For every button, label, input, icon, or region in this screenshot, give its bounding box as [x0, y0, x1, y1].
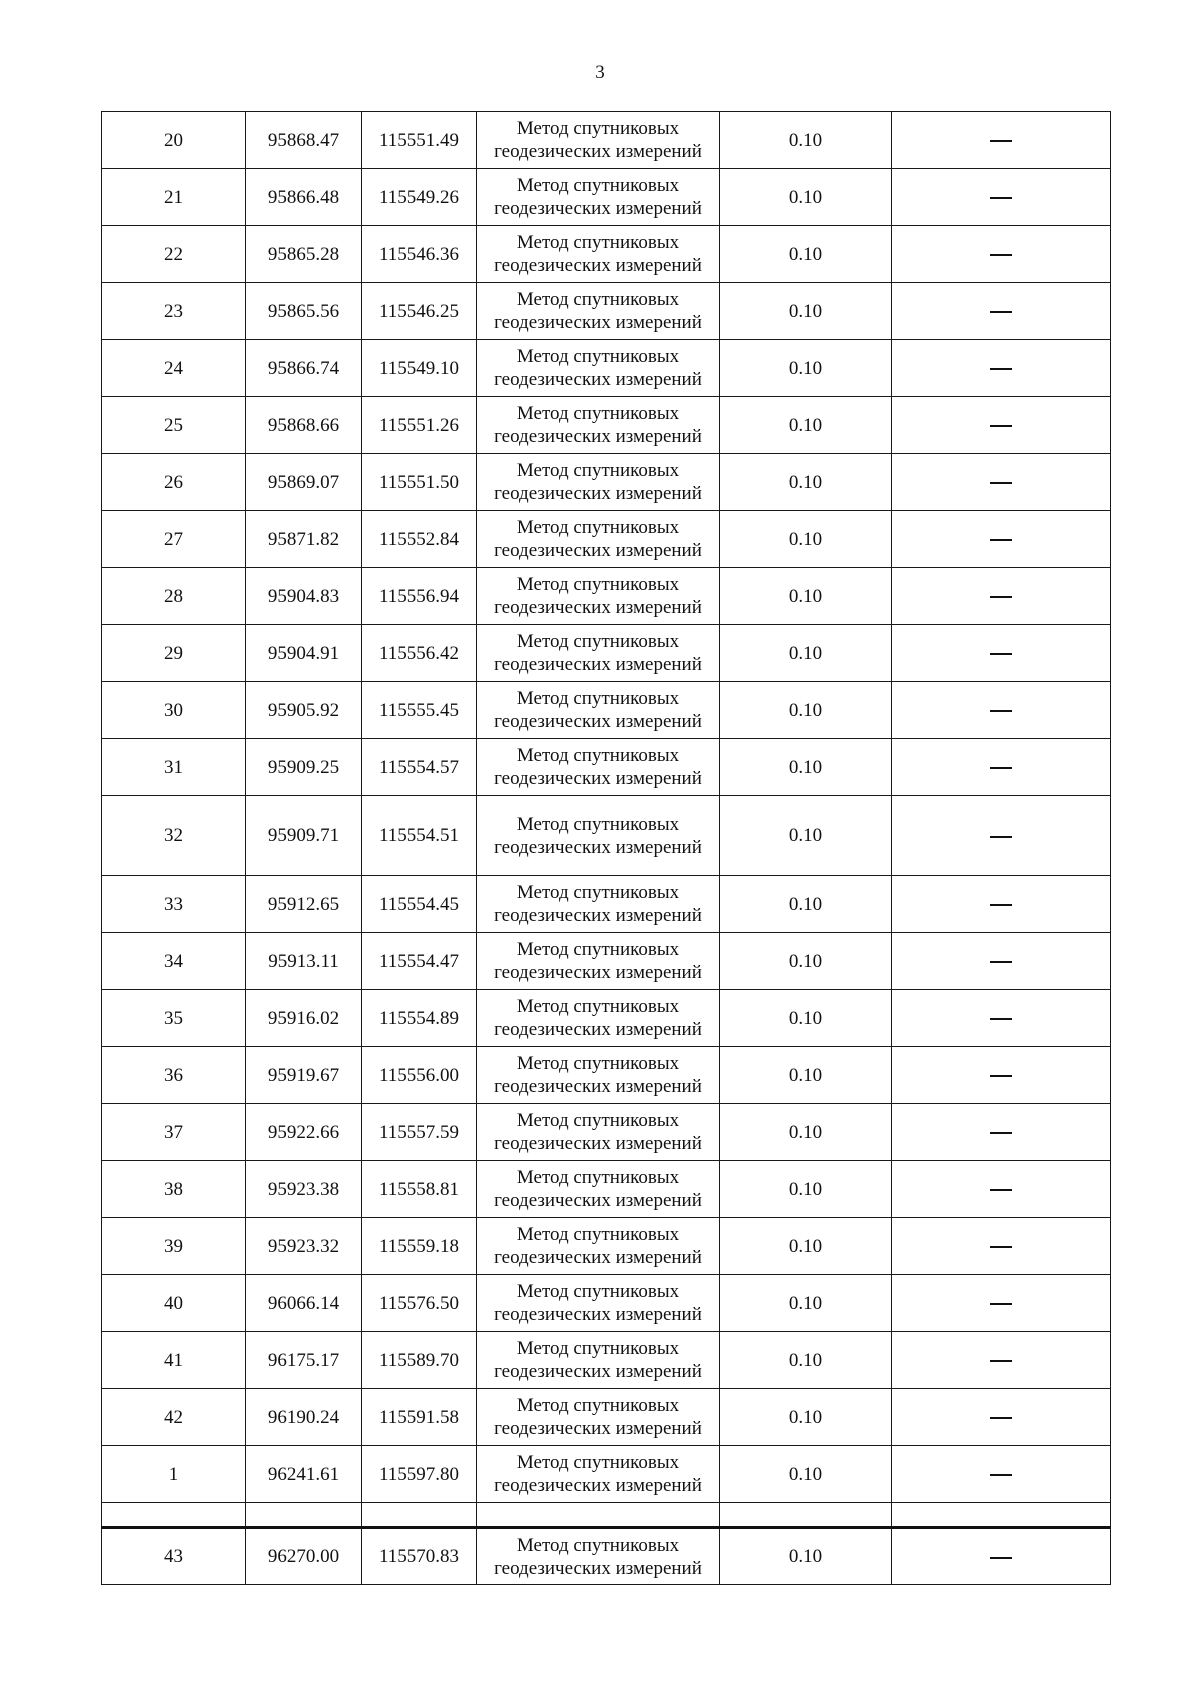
coordinates-table — [101, 111, 1111, 1585]
method-cell — [477, 625, 720, 682]
table-row — [102, 283, 1111, 340]
accuracy-cell: 0.10 — [720, 511, 892, 568]
table-cell-empty — [477, 1503, 720, 1528]
method-line-1: Метод спутниковых — [516, 1534, 680, 1556]
dash-mark — [990, 904, 1012, 906]
note-cell — [892, 454, 1111, 511]
x-coordinate-cell: 95868.47 — [246, 112, 362, 169]
note-cell — [892, 876, 1111, 933]
method-cell — [477, 511, 720, 568]
note-cell — [892, 682, 1111, 739]
dash-mark — [990, 197, 1012, 199]
table-row — [102, 1218, 1111, 1275]
dash-mark — [990, 1474, 1012, 1476]
note-cell — [892, 568, 1111, 625]
point-number-cell: 26 — [102, 454, 246, 511]
y-coordinate-cell: 115549.26 — [362, 169, 477, 226]
method-line-2: геодезических измерений — [494, 1557, 702, 1579]
point-number-cell: 31 — [102, 739, 246, 796]
y-coordinate-cell: 115597.80 — [362, 1446, 477, 1503]
note-cell — [892, 1389, 1111, 1446]
method-cell — [477, 226, 720, 283]
accuracy-cell: 0.10 — [720, 876, 892, 933]
table-row — [102, 511, 1111, 568]
method-line-1: Метод спутниковых — [516, 175, 680, 196]
dash-mark — [990, 140, 1012, 142]
method-cell — [477, 1275, 720, 1332]
dash-mark — [990, 1557, 1012, 1559]
table-row — [102, 169, 1111, 226]
method-line-1: Метод спутниковых — [516, 517, 680, 538]
y-coordinate-cell: 115576.50 — [362, 1275, 477, 1332]
y-coordinate-cell: 115554.57 — [362, 739, 477, 796]
table-row — [102, 625, 1111, 682]
method-line-1: Метод спутниковых — [516, 745, 680, 766]
method-line-1: Метод спутниковых — [516, 574, 680, 595]
method-line-2: геодезических измерений — [494, 255, 702, 276]
y-coordinate-cell: 115556.94 — [362, 568, 477, 625]
method-line-2: геодезических измерений — [494, 962, 702, 983]
x-coordinate-cell: 95912.65 — [246, 876, 362, 933]
table-row — [102, 1047, 1111, 1104]
dash-mark — [990, 836, 1012, 838]
note-cell — [892, 1528, 1111, 1585]
table-row — [102, 340, 1111, 397]
accuracy-cell: 0.10 — [720, 933, 892, 990]
point-number-cell: 41 — [102, 1332, 246, 1389]
accuracy-cell: 0.10 — [720, 568, 892, 625]
note-cell — [892, 933, 1111, 990]
x-coordinate-cell: 95916.02 — [246, 990, 362, 1047]
method-line-2: геодезических измерений — [494, 198, 702, 219]
method-line-2: геодезических измерений — [494, 141, 702, 162]
method-line-1: Метод спутниковых — [516, 289, 680, 310]
table-row — [102, 1528, 1111, 1585]
method-cell — [477, 990, 720, 1047]
note-cell — [892, 1332, 1111, 1389]
accuracy-cell: 0.10 — [720, 397, 892, 454]
accuracy-cell: 0.10 — [720, 1275, 892, 1332]
method-line-2: геодезических измерений — [494, 426, 702, 447]
method-line-1: Метод спутниковых — [516, 460, 680, 481]
y-coordinate-cell: 115551.26 — [362, 397, 477, 454]
method-cell — [477, 1104, 720, 1161]
table-row — [102, 796, 1111, 876]
x-coordinate-cell: 95909.71 — [246, 796, 362, 876]
y-coordinate-cell: 115557.59 — [362, 1104, 477, 1161]
point-number-cell: 27 — [102, 511, 246, 568]
x-coordinate-cell: 95865.56 — [246, 283, 362, 340]
point-number-cell: 35 — [102, 990, 246, 1047]
table-cell-empty — [720, 1503, 892, 1528]
note-cell — [892, 1161, 1111, 1218]
x-coordinate-cell: 95909.25 — [246, 739, 362, 796]
method-line-1: Метод спутниковых — [516, 1053, 680, 1074]
y-coordinate-cell: 115556.42 — [362, 625, 477, 682]
method-cell — [477, 1047, 720, 1104]
x-coordinate-cell: 95922.66 — [246, 1104, 362, 1161]
method-cell — [477, 1332, 720, 1389]
note-cell — [892, 1446, 1111, 1503]
point-number-cell: 30 — [102, 682, 246, 739]
method-line-2: геодезических измерений — [494, 1475, 702, 1496]
note-cell — [892, 1275, 1111, 1332]
table-cell-empty — [246, 1503, 362, 1528]
table-row — [102, 397, 1111, 454]
x-coordinate-cell: 96270.00 — [246, 1528, 362, 1585]
dash-mark — [990, 1132, 1012, 1134]
y-coordinate-cell: 115552.84 — [362, 511, 477, 568]
note-cell — [892, 796, 1111, 876]
table-cell-empty — [892, 1503, 1111, 1528]
table-row — [102, 682, 1111, 739]
table-cell-empty — [362, 1503, 477, 1528]
x-coordinate-cell: 95904.83 — [246, 568, 362, 625]
method-cell — [477, 682, 720, 739]
dash-mark — [990, 425, 1012, 427]
y-coordinate-cell: 115546.36 — [362, 226, 477, 283]
method-cell — [477, 340, 720, 397]
accuracy-cell: 0.10 — [720, 283, 892, 340]
accuracy-cell: 0.10 — [720, 1332, 892, 1389]
accuracy-cell: 0.10 — [720, 112, 892, 169]
point-number-cell: 40 — [102, 1275, 246, 1332]
point-number-cell: 29 — [102, 625, 246, 682]
dash-mark — [990, 1189, 1012, 1191]
dash-mark — [990, 482, 1012, 484]
note-cell — [892, 1047, 1111, 1104]
point-number-cell: 33 — [102, 876, 246, 933]
dash-mark — [990, 1246, 1012, 1248]
method-line-2: геодезических измерений — [494, 597, 702, 618]
x-coordinate-cell: 96066.14 — [246, 1275, 362, 1332]
method-cell — [477, 1161, 720, 1218]
method-cell — [477, 1528, 720, 1585]
method-line-1: Метод спутниковых — [516, 1395, 680, 1416]
accuracy-cell: 0.10 — [720, 1389, 892, 1446]
method-line-2: геодезических измерений — [494, 540, 702, 561]
dash-mark — [990, 1018, 1012, 1020]
x-coordinate-cell: 95913.11 — [246, 933, 362, 990]
note-cell — [892, 990, 1111, 1047]
method-line-1: Метод спутниковых — [516, 882, 680, 903]
method-line-2: геодезических измерений — [494, 836, 702, 858]
point-number-cell: 39 — [102, 1218, 246, 1275]
method-line-2: геодезических измерений — [494, 1019, 702, 1040]
method-line-2: геодезических измерений — [494, 654, 702, 675]
note-cell — [892, 112, 1111, 169]
dash-mark — [990, 710, 1012, 712]
method-line-2: геодезических измерений — [494, 1418, 702, 1439]
table-row-empty — [102, 1503, 1111, 1528]
x-coordinate-cell: 95905.92 — [246, 682, 362, 739]
x-coordinate-cell: 95865.28 — [246, 226, 362, 283]
table-row — [102, 1104, 1111, 1161]
dash-mark — [990, 368, 1012, 370]
method-line-1: Метод спутниковых — [516, 813, 680, 835]
method-line-2: геодезических измерений — [494, 1076, 702, 1097]
dash-mark — [990, 1303, 1012, 1305]
x-coordinate-cell: 95869.07 — [246, 454, 362, 511]
method-cell — [477, 1218, 720, 1275]
note-cell — [892, 169, 1111, 226]
method-line-1: Метод спутниковых — [516, 346, 680, 367]
point-number-cell: 42 — [102, 1389, 246, 1446]
accuracy-cell: 0.10 — [720, 1104, 892, 1161]
y-coordinate-cell: 115551.49 — [362, 112, 477, 169]
table-row — [102, 1275, 1111, 1332]
point-number-cell: 32 — [102, 796, 246, 876]
table-row — [102, 454, 1111, 511]
accuracy-cell: 0.10 — [720, 1047, 892, 1104]
dash-mark — [990, 596, 1012, 598]
note-cell — [892, 625, 1111, 682]
method-line-1: Метод спутниковых — [516, 1167, 680, 1188]
y-coordinate-cell: 115559.18 — [362, 1218, 477, 1275]
dash-mark — [990, 1417, 1012, 1419]
table-row — [102, 990, 1111, 1047]
method-cell — [477, 169, 720, 226]
x-coordinate-cell: 95923.32 — [246, 1218, 362, 1275]
method-cell — [477, 1389, 720, 1446]
x-coordinate-cell: 95923.38 — [246, 1161, 362, 1218]
dash-mark — [990, 254, 1012, 256]
table-row — [102, 1332, 1111, 1389]
dash-mark — [990, 767, 1012, 769]
point-number-cell: 37 — [102, 1104, 246, 1161]
table-row — [102, 1389, 1111, 1446]
point-number-cell: 23 — [102, 283, 246, 340]
method-line-1: Метод спутниковых — [516, 688, 680, 709]
method-cell — [477, 397, 720, 454]
method-line-1: Метод спутниковых — [516, 232, 680, 253]
x-coordinate-cell: 95904.91 — [246, 625, 362, 682]
dash-mark — [990, 653, 1012, 655]
point-number-cell: 20 — [102, 112, 246, 169]
accuracy-cell: 0.10 — [720, 169, 892, 226]
coordinates-table-body — [102, 112, 1111, 1585]
point-number-cell: 36 — [102, 1047, 246, 1104]
accuracy-cell: 0.10 — [720, 796, 892, 876]
table-row — [102, 933, 1111, 990]
method-line-1: Метод спутниковых — [516, 1281, 680, 1302]
accuracy-cell: 0.10 — [720, 682, 892, 739]
accuracy-cell: 0.10 — [720, 1218, 892, 1275]
y-coordinate-cell: 115549.10 — [362, 340, 477, 397]
y-coordinate-cell: 115591.58 — [362, 1389, 477, 1446]
accuracy-cell: 0.10 — [720, 340, 892, 397]
note-cell — [892, 1104, 1111, 1161]
y-coordinate-cell: 115554.51 — [362, 796, 477, 876]
method-line-2: геодезических измерений — [494, 1247, 702, 1268]
method-cell — [477, 933, 720, 990]
method-line-2: геодезических измерений — [494, 711, 702, 732]
x-coordinate-cell: 96241.61 — [246, 1446, 362, 1503]
method-cell — [477, 1446, 720, 1503]
y-coordinate-cell: 115570.83 — [362, 1528, 477, 1585]
x-coordinate-cell: 96175.17 — [246, 1332, 362, 1389]
point-number-cell: 43 — [102, 1528, 246, 1585]
method-line-2: геодезических измерений — [494, 1190, 702, 1211]
table-row — [102, 1161, 1111, 1218]
method-cell — [477, 739, 720, 796]
y-coordinate-cell: 115589.70 — [362, 1332, 477, 1389]
x-coordinate-cell: 96190.24 — [246, 1389, 362, 1446]
accuracy-cell: 0.10 — [720, 454, 892, 511]
y-coordinate-cell: 115551.50 — [362, 454, 477, 511]
accuracy-cell: 0.10 — [720, 990, 892, 1047]
table-row — [102, 112, 1111, 169]
point-number-cell: 38 — [102, 1161, 246, 1218]
note-cell — [892, 511, 1111, 568]
page-number: 3 — [595, 62, 605, 83]
note-cell — [892, 226, 1111, 283]
method-cell — [477, 796, 720, 876]
point-number-cell: 21 — [102, 169, 246, 226]
method-line-1: Метод спутниковых — [516, 631, 680, 652]
dash-mark — [990, 961, 1012, 963]
accuracy-cell: 0.10 — [720, 226, 892, 283]
table-row — [102, 739, 1111, 796]
table-row — [102, 1446, 1111, 1503]
note-cell — [892, 397, 1111, 454]
method-line-2: геодезических измерений — [494, 905, 702, 926]
table-cell-empty — [102, 1503, 246, 1528]
point-number-cell: 28 — [102, 568, 246, 625]
method-line-1: Метод спутниковых — [516, 1338, 680, 1359]
method-cell — [477, 876, 720, 933]
y-coordinate-cell: 115554.45 — [362, 876, 477, 933]
method-line-1: Метод спутниковых — [516, 403, 680, 424]
point-number-cell: 25 — [102, 397, 246, 454]
method-line-1: Метод спутниковых — [516, 118, 680, 139]
method-line-2: геодезических измерений — [494, 1304, 702, 1325]
y-coordinate-cell: 115554.47 — [362, 933, 477, 990]
accuracy-cell: 0.10 — [720, 1446, 892, 1503]
note-cell — [892, 340, 1111, 397]
method-cell — [477, 454, 720, 511]
x-coordinate-cell: 95866.74 — [246, 340, 362, 397]
method-line-1: Метод спутниковых — [516, 1110, 680, 1131]
y-coordinate-cell: 115554.89 — [362, 990, 477, 1047]
point-number-cell: 1 — [102, 1446, 246, 1503]
x-coordinate-cell: 95919.67 — [246, 1047, 362, 1104]
table-row — [102, 226, 1111, 283]
method-line-2: геодезических измерений — [494, 1133, 702, 1154]
y-coordinate-cell: 115558.81 — [362, 1161, 477, 1218]
accuracy-cell: 0.10 — [720, 1161, 892, 1218]
accuracy-cell: 0.10 — [720, 625, 892, 682]
dash-mark — [990, 539, 1012, 541]
y-coordinate-cell: 115546.25 — [362, 283, 477, 340]
method-line-1: Метод спутниковых — [516, 996, 680, 1017]
y-coordinate-cell: 115556.00 — [362, 1047, 477, 1104]
x-coordinate-cell: 95866.48 — [246, 169, 362, 226]
method-cell — [477, 568, 720, 625]
note-cell — [892, 283, 1111, 340]
dash-mark — [990, 311, 1012, 313]
table-row — [102, 876, 1111, 933]
y-coordinate-cell: 115555.45 — [362, 682, 477, 739]
method-cell — [477, 283, 720, 340]
method-line-1: Метод спутниковых — [516, 1452, 680, 1473]
note-cell — [892, 1218, 1111, 1275]
method-line-2: геодезических измерений — [494, 768, 702, 789]
method-line-2: геодезических измерений — [494, 1361, 702, 1382]
dash-mark — [990, 1360, 1012, 1362]
x-coordinate-cell: 95868.66 — [246, 397, 362, 454]
method-line-2: геодезических измерений — [494, 369, 702, 390]
method-line-1: Метод спутниковых — [516, 1224, 680, 1245]
x-coordinate-cell: 95871.82 — [246, 511, 362, 568]
table-row — [102, 568, 1111, 625]
point-number-cell: 34 — [102, 933, 246, 990]
method-line-2: геодезических измерений — [494, 483, 702, 504]
method-line-2: геодезических измерений — [494, 312, 702, 333]
method-line-1: Метод спутниковых — [516, 939, 680, 960]
dash-mark — [990, 1075, 1012, 1077]
note-cell — [892, 739, 1111, 796]
method-cell — [477, 112, 720, 169]
accuracy-cell: 0.10 — [720, 739, 892, 796]
point-number-cell: 22 — [102, 226, 246, 283]
point-number-cell: 24 — [102, 340, 246, 397]
accuracy-cell: 0.10 — [720, 1528, 892, 1585]
